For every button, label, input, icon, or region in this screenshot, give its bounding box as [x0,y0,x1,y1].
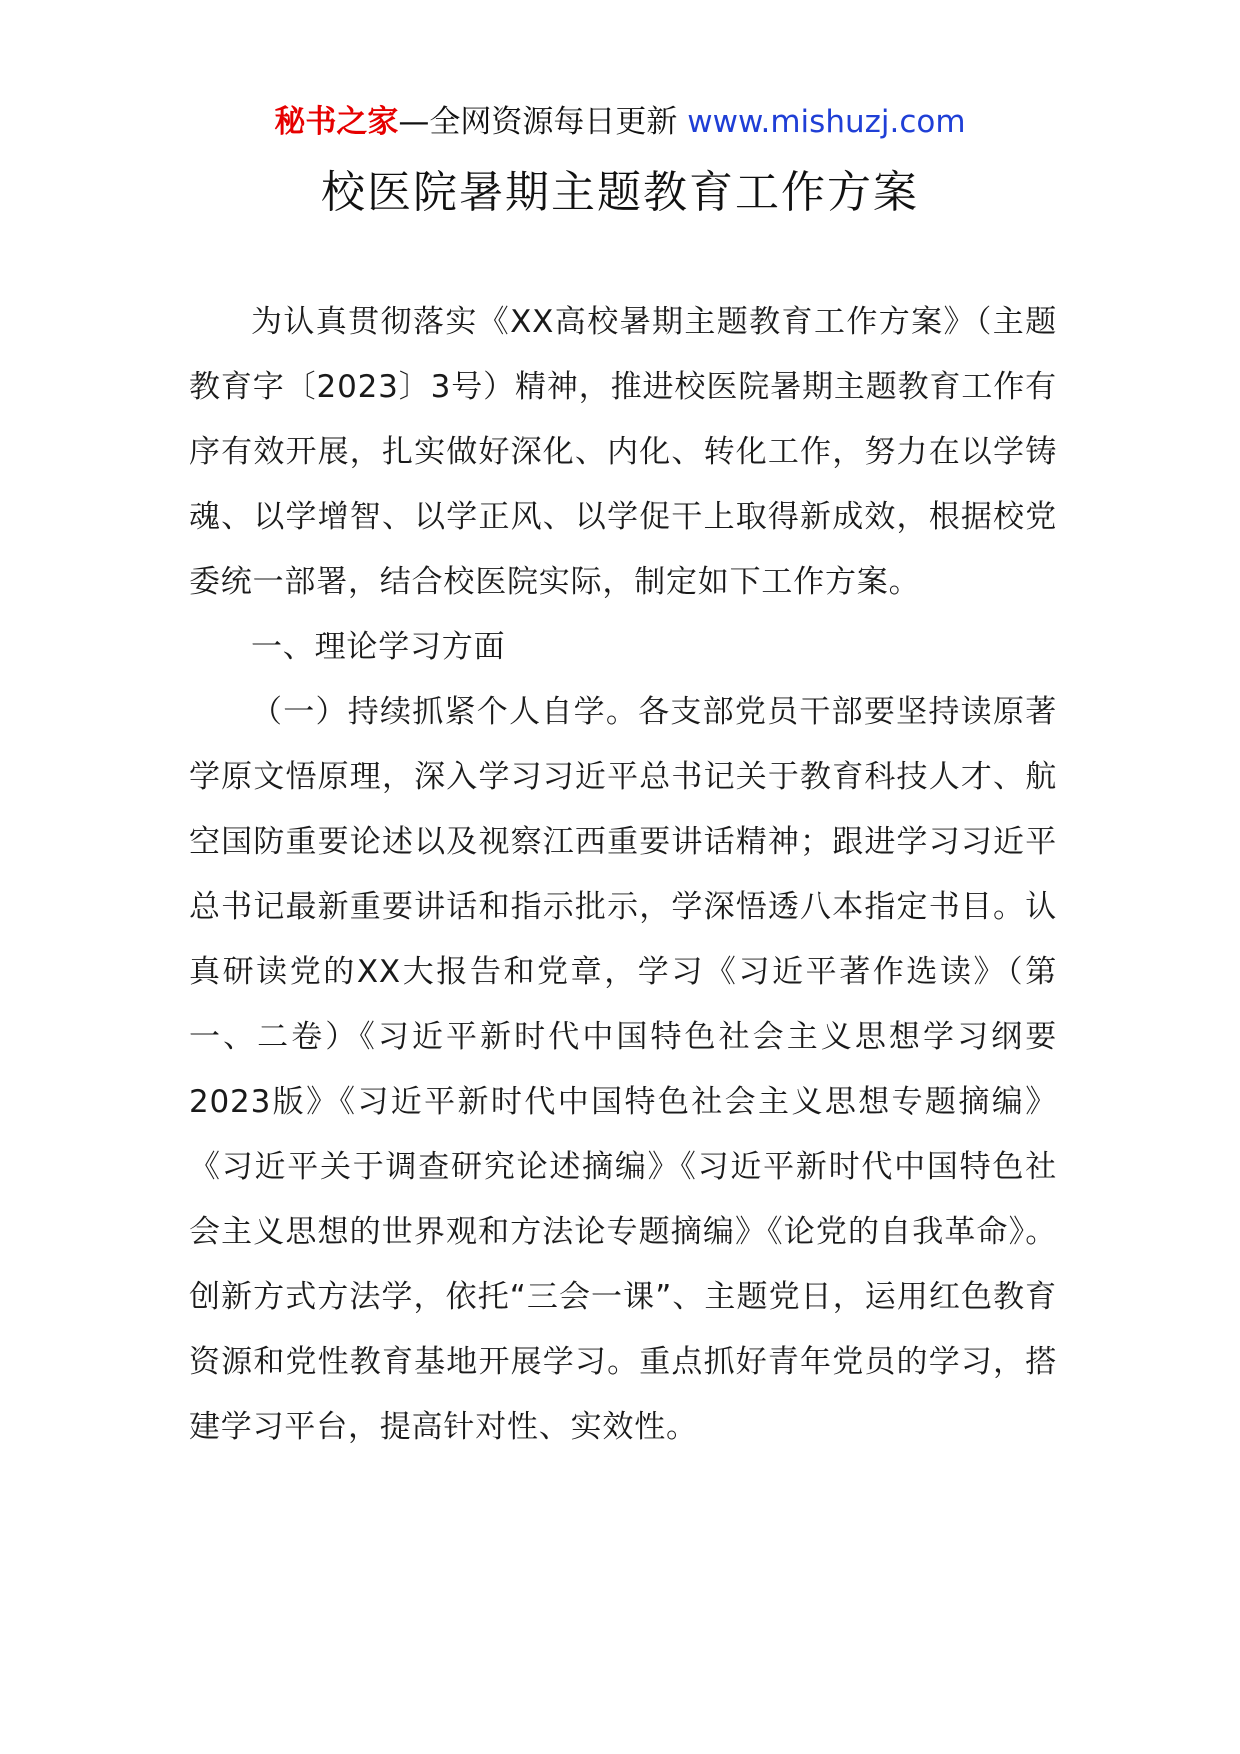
site-banner [0,100,1240,144]
intro-paragraph: 为认真贯彻落实《XX高校暑期主题教育工作方案》（主题教育字〔2023〕3号）精神，推进校医院暑期主题教育工作有序有效开展，扎实做好深化、内化、转化工作，努力在以学铸魂、以学增智、以学正风、以学促干上取得新成效，根据校党委统一部署，结合校医院实际，制定如下工作方案。 [189,304,1057,600]
body-paragraph: （一）持续抓紧个人自学。各支部党员干部要坚持读原著学原文悟原理，深入学习习近平总书记关于教育科技人才、航空国防重要论述以及视察江西重要讲话精神；跟进学习习近平总书记最新重要讲话和指示批示，学深悟透八本指定书目。认真研读党的XX大报告和党章，学习《习近平著作选读》（第一、二卷）《习近平新时代中国特色社会主义思想学习纲要2023版》《习近平新时代中国特色社会主义思想专题摘编》《习近平关于调查研究论述摘编》《习近平新时代中国特色社会主义思想的世界观和方法论专题摘编》《论党的自我革命》。创新方式方法学，依托“三会一课”、主题党日，运用红色教育资源和党性教育基地开展学习。重点抓好青年党员的学习，搭建学习平台，提高针对性、实效性。 [189,694,1057,1445]
brand-name: 秘书之家 [274,104,399,140]
document-title: 校医院暑期主题教育工作方案 [321,167,919,218]
section-heading: 一、理论学习方面 [251,629,506,665]
banner-slogan: —全网资源每日更新 [398,104,678,140]
site-url-link[interactable]: www.mishuzj.com [687,104,966,140]
document-body [189,290,1057,1460]
